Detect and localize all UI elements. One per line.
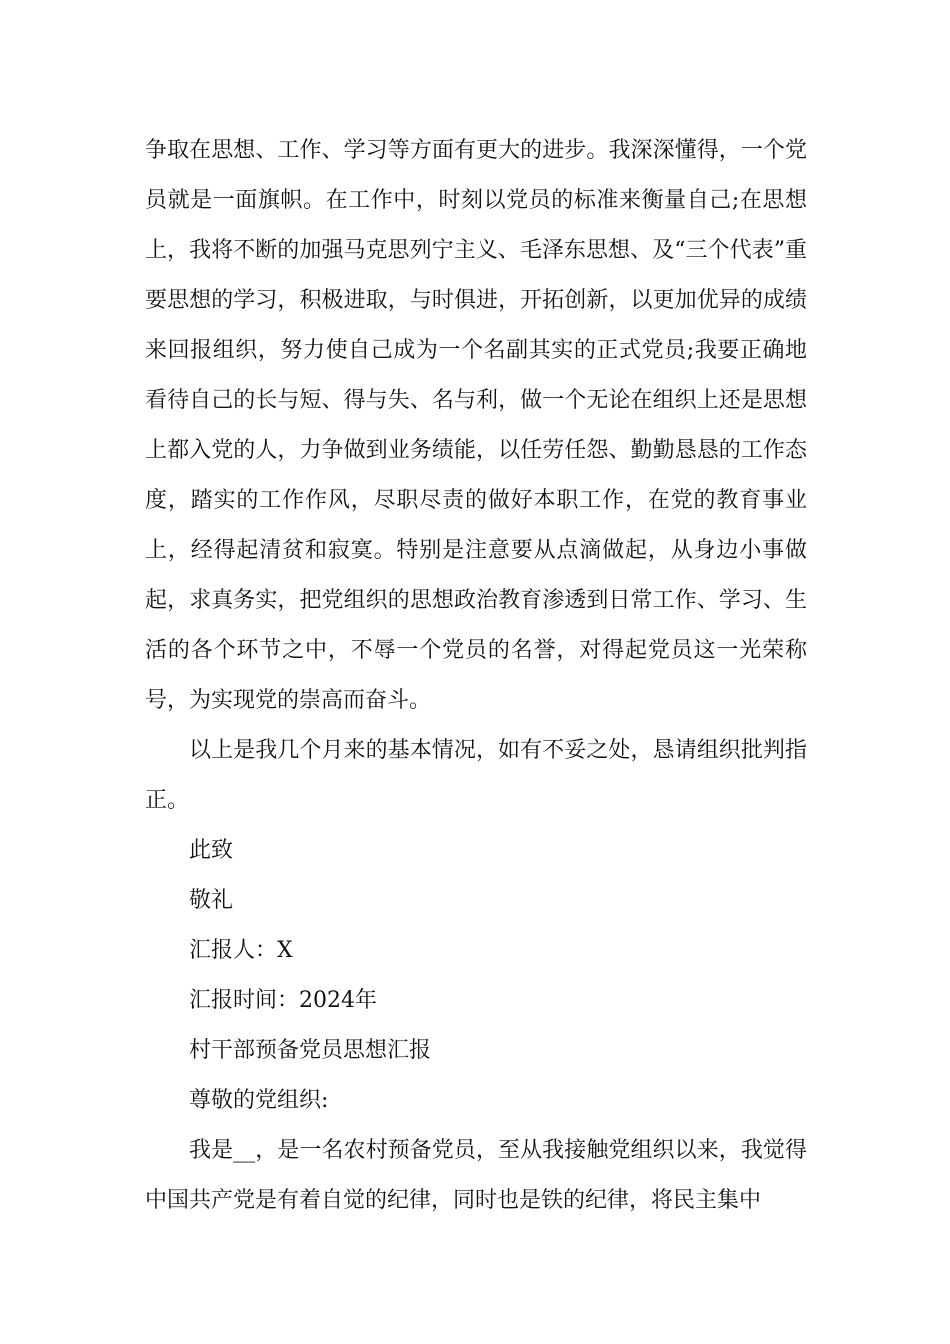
body-paragraph-2: 以上是我几个月来的基本情况，如有不妥之处，恳请组织批判指正。 [145,738,807,813]
closing-respect: 敬礼 [189,888,234,913]
body-paragraph-1: 争取在思想、工作、学习等方面有更大的进步。我深深懂得，一个党员就是一面旗帜。在工作中，时刻以党员的标准来衡量自己;在思想上，我将不断的加强马克思列宁主义、毛泽东思想、及“三个代表”重要思想的学习，积极进取，与时俱进，开拓创新，以更加优异的成绩来回报组织，努力使自己成为一个名副其实的正式党员;我要正确地看待自己的长与短、得与失、名与利，做一个无论在组织上还是思想上都入党的人，力争做到业务绩能，以任劳任怨、勤勤恳恳的工作态度，踏实的工作作风，尽职尽责的做好本职工作，在党的教育事业上，经得起清贫和寂寞。特别是注意要从点滴做起，从身边小事做起，求真务实，把党组织的思想政治教育渗透到日常工作、学习、生活的各个环节之中，不辱一个党员的名誉，对得起党员这一光荣称号，为实现党的崇高而奋斗。 [145,138,807,713]
reporter-line: 汇报人：X [189,938,293,963]
document-body [145,126,807,1226]
second-report-title: 村干部预备党员思想汇报 [189,1038,432,1063]
report-time-line: 汇报时间：2024年 [189,988,377,1013]
second-report-greeting: 尊敬的党组织: [189,1088,329,1113]
closing-salutation: 此致 [189,838,234,863]
second-report-opening: 我是__，是一名农村预备党员，至从我接触党组织以来，我觉得中国共产党是有着自觉的纪律，同时也是铁的纪律，将民主集中 [145,1138,807,1213]
